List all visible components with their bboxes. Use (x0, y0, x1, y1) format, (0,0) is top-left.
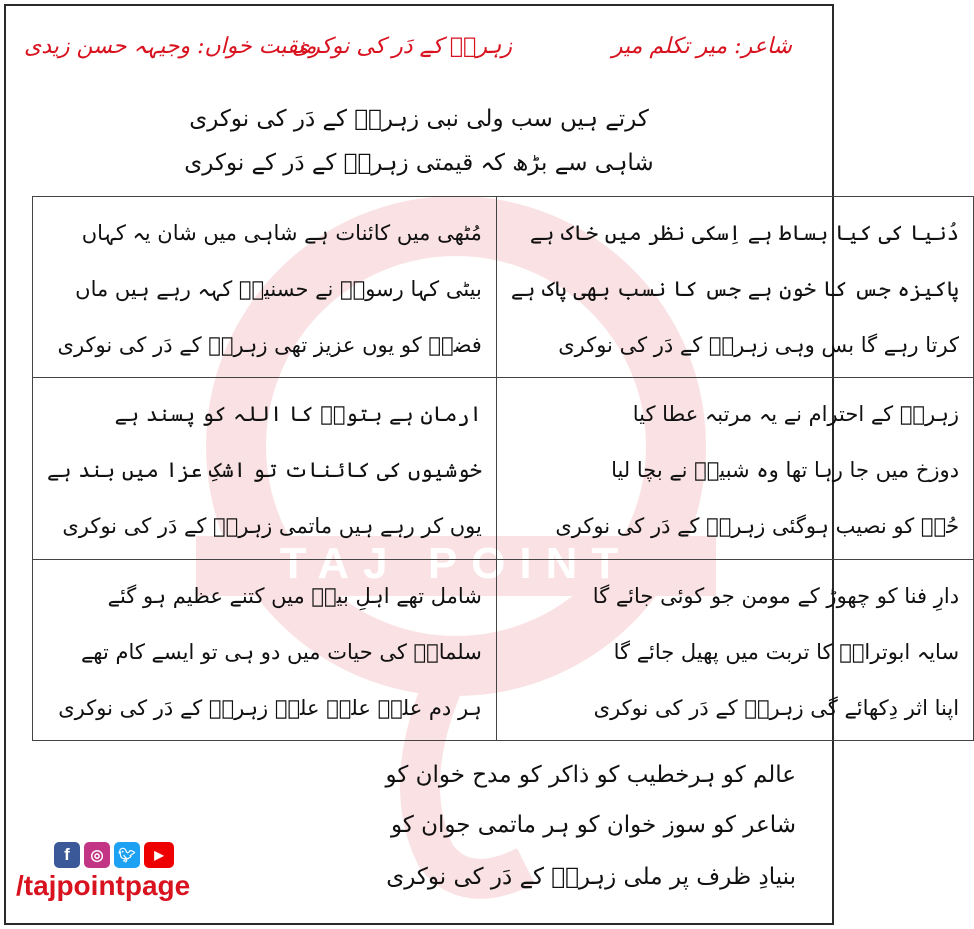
verse-line: حُرؑ کو نصیب ہوگئی زہراؑ کے دَر کی نوکری (555, 514, 960, 539)
reciter-name: منقبت خواں: وجیہہ حسن زیدی (24, 34, 317, 59)
stanza-cell-left (33, 378, 497, 559)
verse-line: ارمان ہے بتولؑ کا اللہ کو پسند ہے (114, 402, 482, 427)
stanza-row (33, 559, 974, 740)
verse-line: دارِ فنا کو چھوڑ کے مومن جو کوئی جائے گا (592, 583, 960, 608)
stanza-cell-left (33, 559, 497, 740)
verse-line: مُٹھی میں کائنات ہے شاہی میں شان یہ کہاں (81, 221, 482, 245)
facebook-icon[interactable]: f (54, 842, 80, 868)
stanza-cell-right (496, 559, 973, 740)
stanza-cell-right (496, 378, 973, 559)
header (6, 34, 832, 74)
stanza-row (33, 197, 974, 378)
stanza-row (33, 378, 974, 559)
social-icons (54, 842, 174, 868)
verse-line: سایہ ابوترابؑ کا تربت میں پھیل جائے گا (613, 639, 960, 664)
verse-line: دُنیا کی کیا بساط ہے اِسکی نظر میں خاک ہے (529, 221, 960, 245)
verse-line: فضہؑ کو یوں عزیز تھی زہراؑ کے دَر کی نوکری (57, 333, 482, 357)
outro-line-2: شاعر کو سوز خوان کو ہر ماتمی جوان کو (390, 812, 796, 838)
verse-line: شامل تھے اہلِ بیتؑ میں کتنے عظیم ہو گئے (107, 583, 482, 608)
watermark-text: TAJ POINT (279, 539, 633, 588)
verse-line: سلمانؑ کی حیات میں دو ہی تو ایسے کام تھے (80, 639, 482, 664)
twitter-icon[interactable]: 🐦︎ (114, 842, 140, 868)
intro-line-2: شاہی سے بڑھ کہ قیمتی زہراؑ کے دَر کے نوکری (184, 150, 654, 176)
stanza-cell-left (33, 197, 497, 378)
stanza-cell-right (496, 197, 973, 378)
manqabat-title: زہراؑ کے دَر کی نوکری (292, 34, 512, 59)
verse-line: یوں کر رہے ہیں ماتمی زہراؑ کے دَر کی نوکری (62, 514, 482, 539)
verse-line: بیٹی کہا رسولؐ نے حسنینؑ کہہ رہے ہیں ماں (75, 277, 482, 301)
verse-line: زہراؑ کے احترام نے یہ مرتبہ عطا کیا (632, 402, 960, 427)
verse-line: ہر دم علیؑ علیؑ علیؑ زہراؑ کے دَر کی نوکری (58, 695, 482, 720)
social-handle[interactable]: /tajpointpage (16, 870, 191, 901)
verse-line: کرتا رہے گا بس وہی زہراؑ کے دَر کی نوکری (558, 333, 960, 357)
outro-line-3: بنیادِ ظرف پر ملی زہراؑ کے دَر کی نوکری (386, 864, 796, 890)
poet-name: شاعر: میر تکلم میر (611, 34, 792, 59)
youtube-icon[interactable]: ▶ (144, 842, 174, 868)
verse-line: خوشیوں کی کائنات تو اشکِ عزا میں بند ہے (47, 458, 482, 483)
verse-line: پاکیزہ جس کا خون ہے جس کا نسب بھی پاک ہے (510, 277, 960, 301)
verse-line: دوزخ میں جا رہا تھا وہ شبیرؑ نے بچا لیا (611, 458, 960, 483)
verse-line: اپنا اثر دِکھائے گی زہراؑ کے دَر کی نوکری (593, 695, 960, 720)
intro-line-1: کرتے ہیں سب ولی نبی زہراؑ کے دَر کی نوکری (189, 106, 649, 132)
lyrics-card (4, 4, 960, 925)
outro-line-1: عالم کو ہرخطیب کو ذاکر کو مدح خوان کو (385, 762, 796, 788)
instagram-icon[interactable]: ◎ (84, 842, 110, 868)
stanza-table (32, 196, 974, 741)
